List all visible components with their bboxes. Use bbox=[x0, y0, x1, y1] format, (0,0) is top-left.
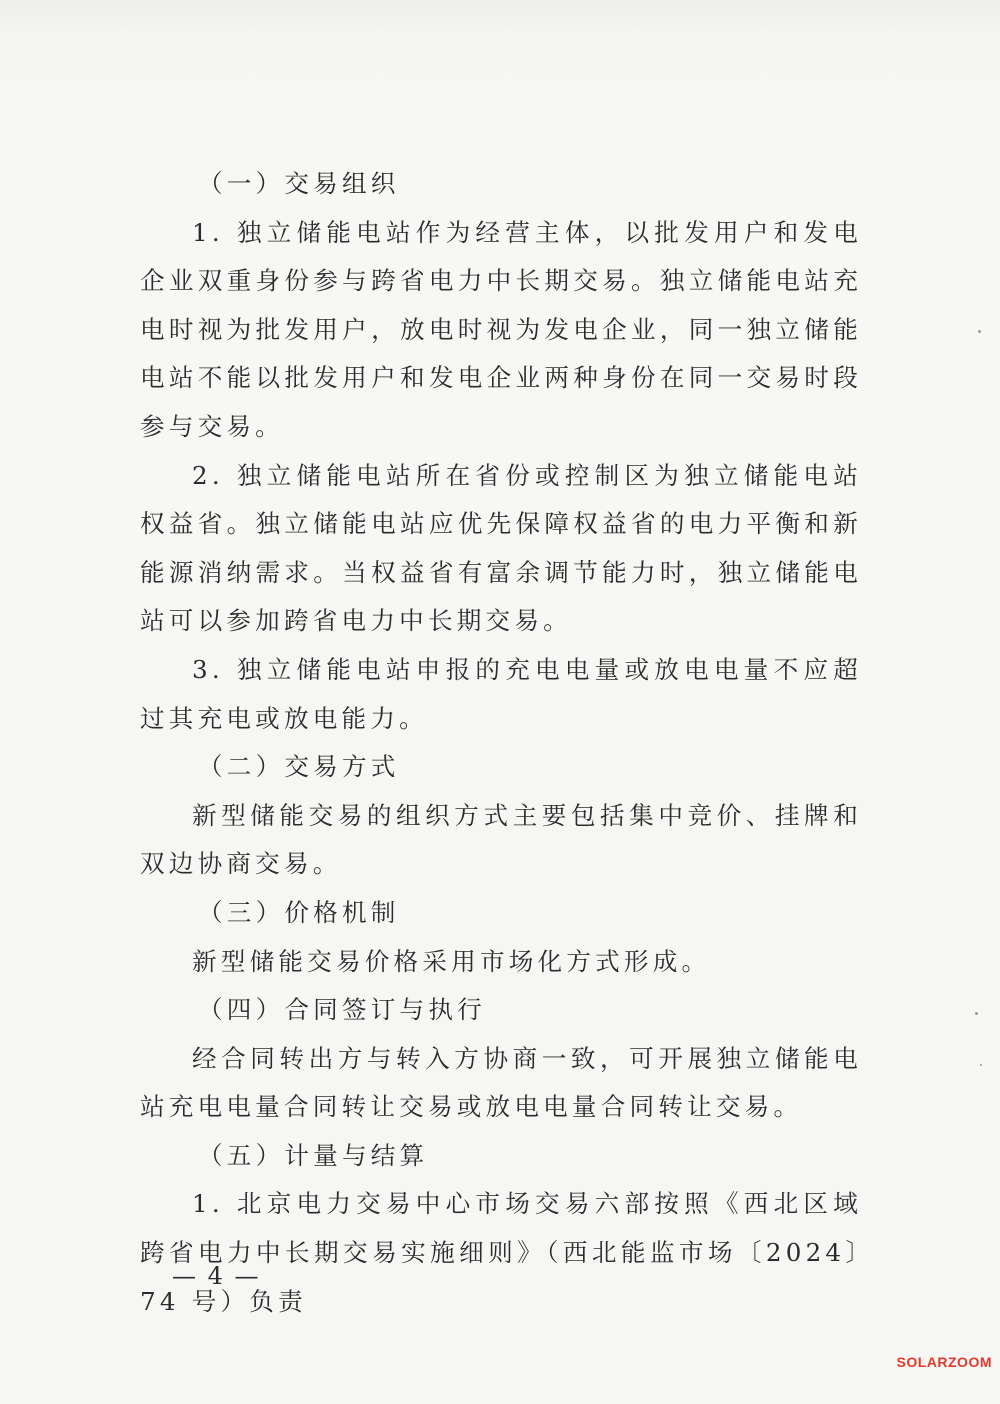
paragraph-4: 新型储能交易的组织方式主要包括集中竞价、挂牌和双边协商交易。 bbox=[140, 800, 862, 879]
scan-speck bbox=[980, 1064, 982, 1066]
section-heading-1: （一）交易组织 bbox=[198, 169, 400, 198]
scan-speck bbox=[978, 330, 981, 333]
paragraph-5: 新型储能交易价格采用市场化方式形成。 bbox=[192, 946, 711, 976]
section-heading-2: （二）交易方式 bbox=[198, 752, 400, 782]
paragraph-7: 1. 北京电力交易中心市场交易六部按照《西北区域跨省电力中长期交易实施细则》（西北能监市场〔2024〕74 号）负责 bbox=[140, 1189, 862, 1316]
section-heading-4: （四）合同签订与执行 bbox=[198, 995, 486, 1025]
watermark-logo: SOLARZOOM bbox=[896, 1354, 992, 1370]
section-heading-3: （三）价格机制 bbox=[198, 897, 400, 927]
paragraph-2: 2. 独立储能电站所在省份或控制区为独立储能电站权益省。独立储能电站应优先保障权益省的电力平衡和新能源消纳需求。当权益省有富余调节能力时，独立储能电站可以参加跨省电力中长期交易。 bbox=[140, 460, 862, 636]
paragraph-6: 经合同转出方与转入方协商一致，可开展独立储能电站充电电量合同转让交易或放电电量合同转让交易。 bbox=[140, 1043, 862, 1122]
page-number: — 4 — bbox=[172, 1262, 261, 1290]
scan-speck bbox=[975, 1012, 978, 1015]
paragraph-1: 1. 独立储能电站作为经营主体，以批发用户和发电企业双重身份参与跨省电力中长期交易。独立储能电站充电时视为批发用户，放电时视为发电企业，同一独立储能电站不能以批发用户和发电企业两种身份在同一交易时段参与交易。 bbox=[140, 217, 862, 441]
document-body bbox=[140, 160, 862, 1326]
paragraph-3: 3. 独立储能电站申报的充电电量或放电电量不应超过其充电或放电能力。 bbox=[140, 654, 862, 733]
section-heading-5: （五）计量与结算 bbox=[198, 1140, 429, 1170]
